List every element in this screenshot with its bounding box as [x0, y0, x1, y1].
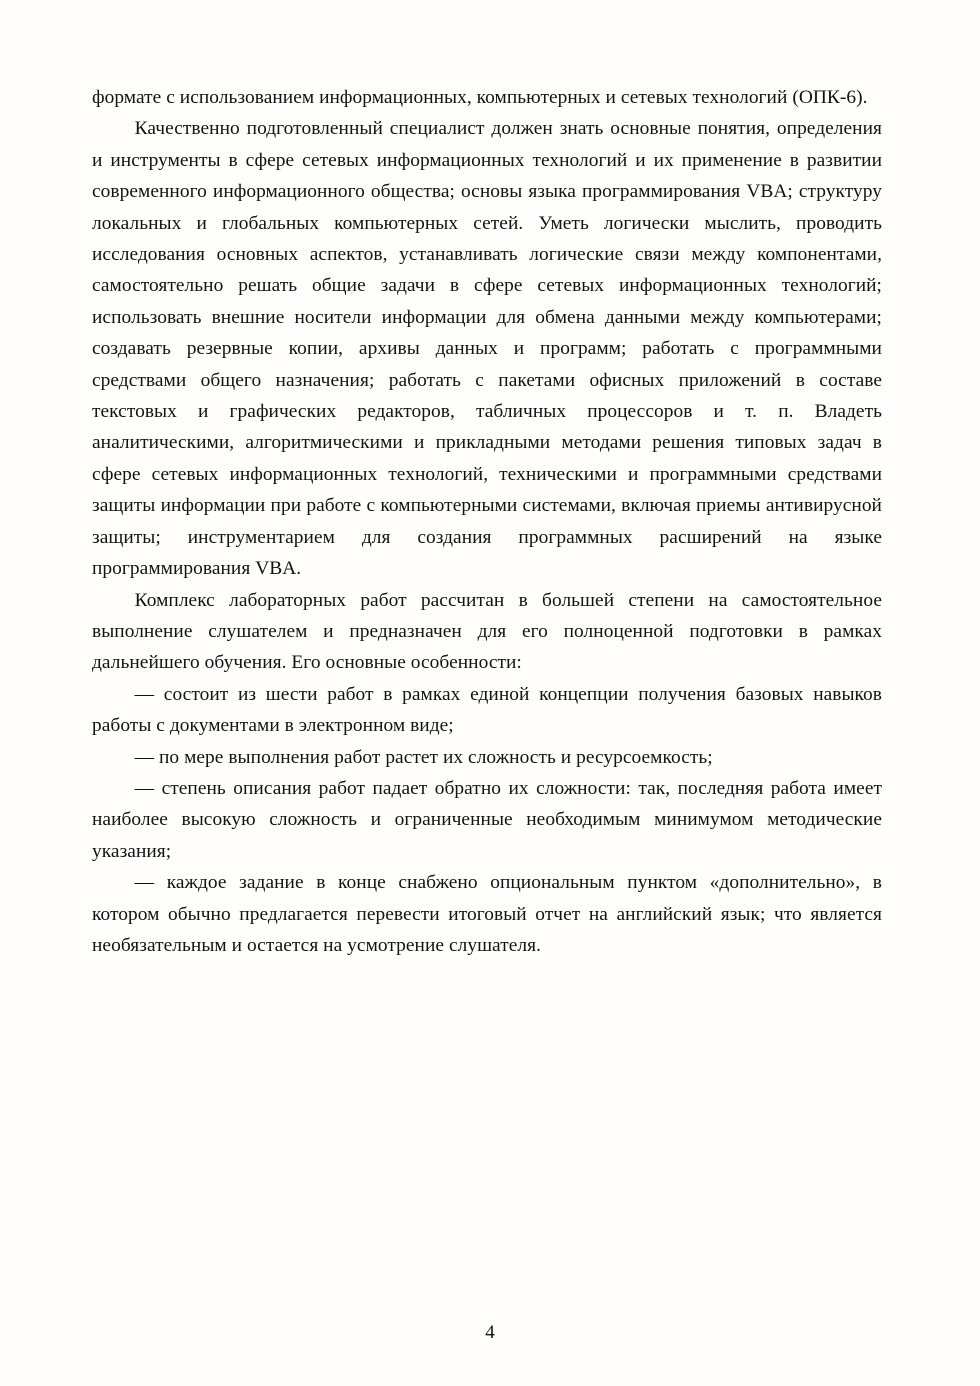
paragraph-1: формате с использованием информационных, компьютерных и сетевых технологий (ОПК-6).: [92, 87, 868, 108]
list-item-4: — каждое задание в конце снабжено опциональным пунктом «дополнительно», в котором обычно предлагается перевести итоговый отчет на английский язык; что является необязательным и остается на усмотрение слушателя.: [92, 872, 882, 956]
body-text-column: [92, 82, 882, 961]
list-item-3: — степень описания работ падает обратно их сложности: так, последняя работа имеет наиболее высокую сложность и ограниченные необходимым минимумом методические указания;: [92, 777, 882, 862]
page-number: 4: [485, 1322, 495, 1343]
list-item-1: — состоит из шести работ в рамках единой концепции получения базовых навыков работы с документами в электронном виде;: [92, 683, 882, 737]
paragraph-3: Комплекс лабораторных работ рассчитан в большей степени на самостоятельное выполнение слушателем и предназначен для его полноценной подготовки в рамках дальнейшего обучения. Его основные особенности:: [92, 589, 882, 674]
list-item-2: — по мере выполнения работ растет их сложность и ресурсоемкость;: [134, 746, 713, 768]
paragraph-2: Качественно подготовленный специалист должен знать основные понятия, определения и инструменты в сфере сетевых информационных технологий и их применение в развитии современного информационного общества; основы языка программирования VBA; структуру локальных и глобальных компьютерных сетей. Уметь логически мыслить, проводить исследования основных аспектов, устанавливать логические связи между компонентами, самостоятельно решать общие задачи в сфере сетевых информационных технологий; использовать внешние носители информации для обмена данными между компьютерами; создавать резервные копии, архивы данных и программ; работать с программными средствами общего назначения; работать с пакетами офисных приложений в составе текстовых и графических редакторов, табличных процессоров и т. п. Владеть аналитическими, алгоритмическими и прикладными методами решения типовых задач в сфере сетевых информационных технологий, техническими и программными средствами защиты информации при работе с компьютерными системами, включая приемы антивирусной защиты; инструментарием для создания программных расширений на языке программирования VBA.: [92, 118, 882, 580]
